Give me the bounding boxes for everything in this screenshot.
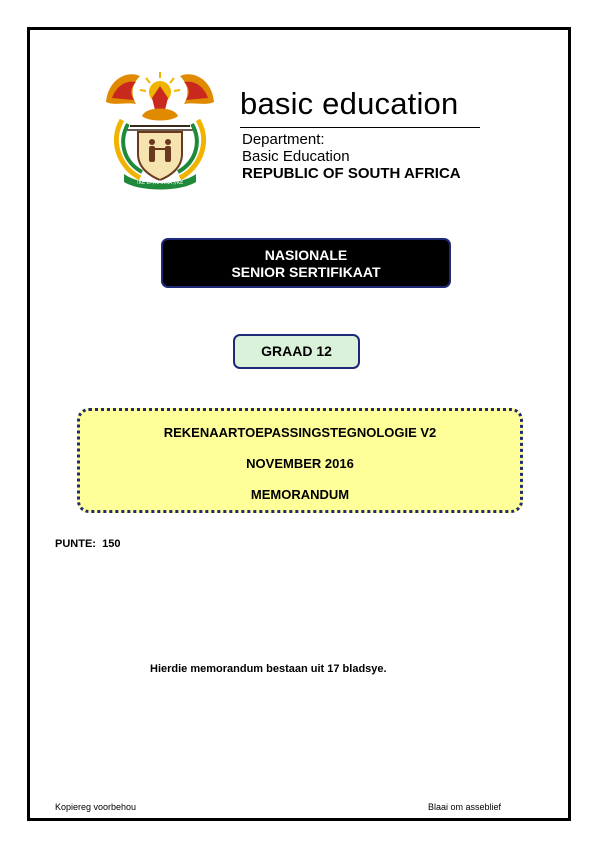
brand-rule xyxy=(240,127,480,128)
pages-note: Hierdie memorandum bestaan uit 17 bladsye. xyxy=(150,663,387,675)
exam-session: NOVEMBER 2016 xyxy=(246,456,354,471)
certificate-box xyxy=(161,238,451,288)
protea-icon xyxy=(142,109,178,121)
grade-box: GRAAD 12 xyxy=(233,334,360,369)
footer-turn-over: Blaai om asseblief xyxy=(428,802,502,812)
subject-title: REKENAARTOEPASSINGSTEGNOLOGIE V2 xyxy=(163,425,437,440)
marks-label: PUNTE: xyxy=(55,538,96,550)
motto-text: !KE E: /XARRA //KE xyxy=(136,180,184,186)
subject-box xyxy=(77,408,523,513)
shield-icon xyxy=(138,132,182,180)
document-type: MEMORANDUM xyxy=(250,487,350,502)
marks-value: 150 xyxy=(102,538,121,550)
country-name: REPUBLIC OF SOUTH AFRICA xyxy=(242,165,461,182)
certificate-line-2: SENIOR SERTIFIKAAT xyxy=(231,264,381,280)
department-name: Basic Education xyxy=(242,148,350,165)
marks-line xyxy=(55,538,120,550)
brand-title: basic education xyxy=(240,86,459,121)
certificate-line-1: NASIONALE xyxy=(264,247,348,263)
department-label: Department: xyxy=(242,131,325,148)
footer-copyright: Kopiereg voorbehou xyxy=(55,802,137,812)
coat-of-arms-logo xyxy=(96,62,224,192)
